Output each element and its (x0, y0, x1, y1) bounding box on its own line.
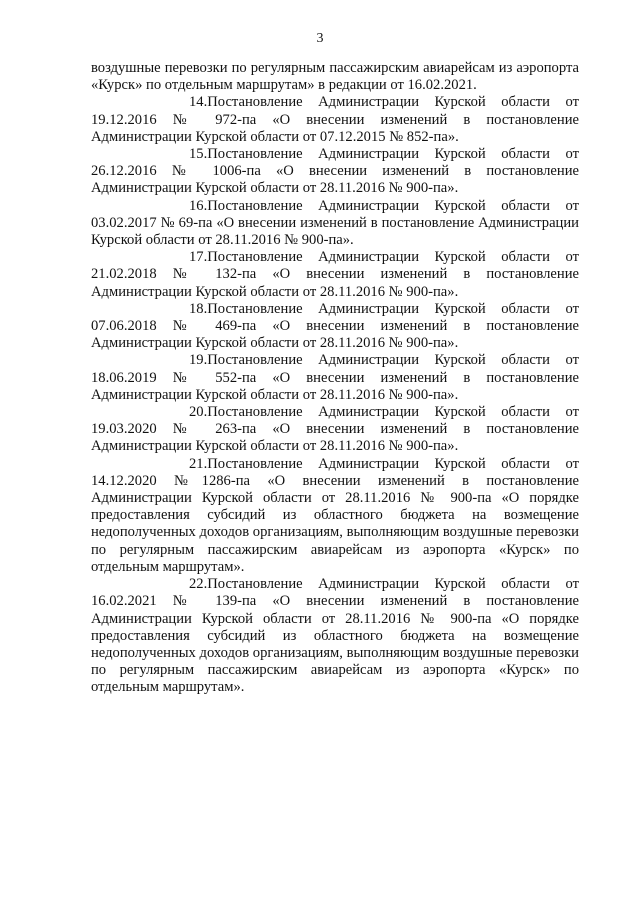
item-text: Постановление Администрации Курской области от 18.06.2019 № 552-па «О внесении изменений в постановление Администрации Курской области от 28.11.2016 № 900-па». (91, 352, 579, 403)
item-number: 14. (189, 94, 208, 111)
item-text: Постановление Администрации Курской области от 16.02.2021 № 139-па «О внесении изменений в постановление Администрации Курской области от 28.11.2016 № 900-па «О порядке предоставления субсидий из областного бюджета на возмещение недополученных доходов организациям, выполняющим воздушные перевозки по регулярным пассажирским авиарейсам из аэропорта «Курск» по отдельным маршрутам». (91, 576, 579, 696)
list-item (91, 94, 579, 146)
list-item (91, 301, 579, 353)
item-text: Постановление Администрации Курской области от 19.03.2020 № 263-па «О внесении изменений в постановление Администрации Курской области от 28.11.2016 № 900-па». (91, 404, 579, 455)
item-number: 22. (189, 576, 208, 593)
item-number: 16. (189, 197, 208, 214)
item-text: Постановление Администрации Курской области от 19.12.2016 № 972-па «О внесении изменений в постановление Администрации Курской области от 07.12.2015 № 852-па». (91, 94, 579, 145)
list-item (91, 456, 579, 576)
item-number: 19. (189, 352, 208, 369)
list-item (91, 352, 579, 404)
item-number: 17. (189, 249, 208, 266)
item-text: Постановление Администрации Курской области от 03.02.2017 № 69-па «О внесении изменений в постановление Администрации Курской области от 28.11.2016 № 900-па». (91, 197, 579, 249)
item-number: 21. (189, 455, 208, 472)
list-item (91, 404, 579, 456)
item-text: Постановление Администрации Курской области от 07.06.2018 № 469-па «О внесении изменений в постановление Администрации Курской области от 28.11.2016 № 900-па». (91, 300, 579, 352)
item-text: Постановление Администрации Курской области от 14.12.2020 №1286-па «О внесении изменений в постановление Администрации Курской области от 28.11.2016 № 900-па «О порядке предоставления субсидий из областного бюджета на возмещение недополученных доходов организациям, выполняющим воздушные перевозки по регулярным пассажирским авиарейсам из аэропорта «Курск» по отдельным маршрутам». (91, 455, 579, 575)
item-number: 15. (189, 146, 208, 163)
list-item (91, 146, 579, 198)
document-body (91, 60, 579, 697)
page-number: 3 (316, 31, 324, 46)
item-text: Постановление Администрации Курской области от 21.02.2018 № 132-па «О внесении изменений в постановление Администрации Курской области от 28.11.2016 № 900-па». (91, 249, 579, 300)
item-number: 20. (189, 404, 208, 421)
intro-paragraph: воздушные перевозки по регулярным пассажирским авиарейсам из аэропорта «Курск» по отдельным маршрутам» в редакции от 16.02.2021. (91, 60, 579, 94)
list-item (91, 198, 579, 250)
item-number: 18. (189, 300, 208, 317)
list-item (91, 249, 579, 301)
item-text: Постановление Администрации Курской области от 26.12.2016 № 1006-па «О внесении изменений в постановление Администрации Курской области от 28.11.2016 № 900-па». (91, 146, 579, 197)
list-item (91, 576, 579, 696)
